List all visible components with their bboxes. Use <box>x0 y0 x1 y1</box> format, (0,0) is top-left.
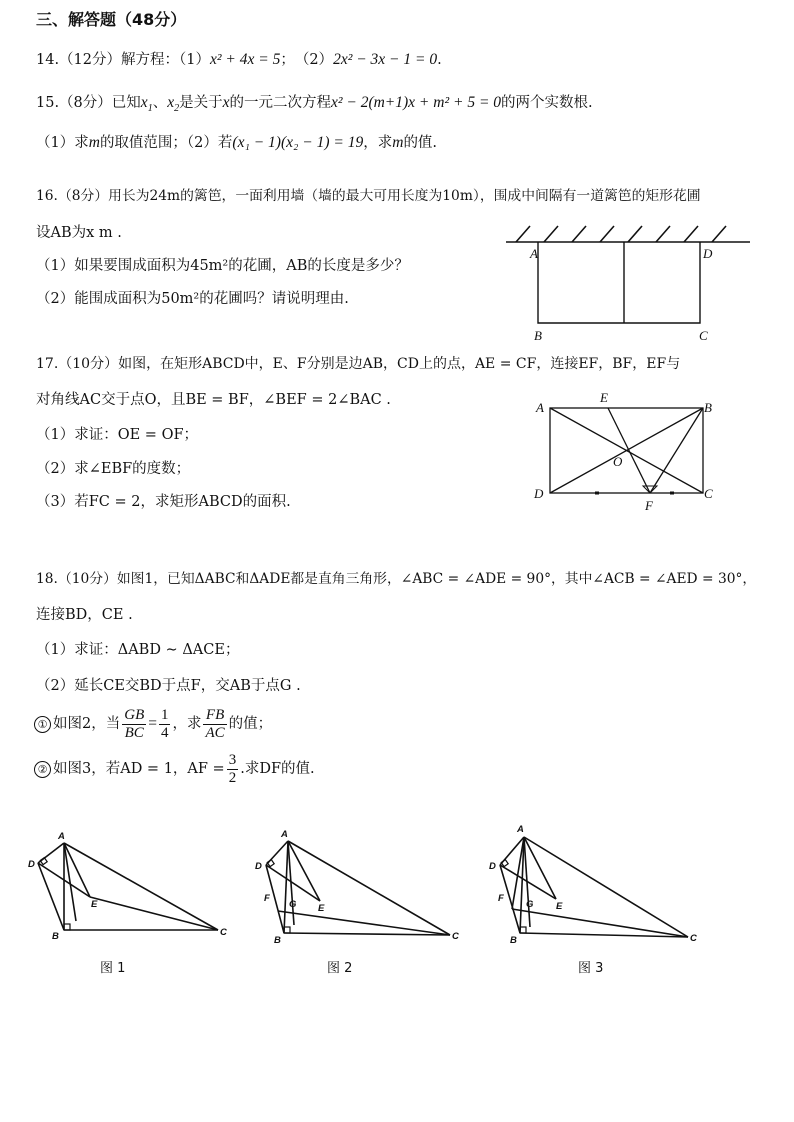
label-C: C <box>704 486 713 501</box>
label-B: B <box>274 935 281 946</box>
fraction-fb-ac: $\frac{FB}{AC}$ <box>205 706 225 741</box>
fraction-one-quarter: $\frac{1}{4}$ <box>160 706 169 741</box>
question-17-line1: 17.（10分）如图，在矩形ABCD中，E、F分别是边AB，CD上的点，AE = CF，连接EF，BF，EF与 <box>36 356 681 372</box>
marker-1: ① <box>34 716 51 733</box>
label-C: C <box>452 931 459 942</box>
label-C: C <box>220 927 227 938</box>
wall-hatching <box>506 226 750 242</box>
var-x2: $x_2$ <box>167 94 180 115</box>
var-x1: $x_1$ <box>140 94 153 115</box>
figure-1 <box>28 815 238 945</box>
label-E: E <box>556 901 563 912</box>
question-17-sub2: （2）求∠EBF的度数； <box>36 461 191 477</box>
label-C: C <box>690 933 697 944</box>
question-18-part2 <box>34 750 315 788</box>
label-F: F <box>498 893 504 904</box>
label-G: G <box>289 899 297 910</box>
label-A: A <box>517 824 524 835</box>
q15-text-c: 是关于 <box>179 95 223 111</box>
q15-sub-a: （1）求 <box>36 135 89 151</box>
label-B: B <box>510 935 517 946</box>
label-A: A <box>58 831 65 842</box>
q15-text-d: 的一元二次方程 <box>229 95 331 111</box>
label-B: B <box>52 931 59 942</box>
label-F: F <box>264 893 270 904</box>
label-F: F <box>645 498 653 513</box>
equals-sign: = <box>148 715 157 732</box>
label-G: G <box>526 899 534 910</box>
q15-condition: (x₁ − 1)(x₂ − 1) = 19 <box>232 134 364 151</box>
caption-figure-2: 图 2 <box>327 961 353 976</box>
q14-end: . <box>437 52 442 68</box>
question-16-sub1: （1）如果要围成面积为45m²的花圃，AB的长度是多少？ <box>36 258 409 274</box>
q16-figure <box>500 220 760 345</box>
label-D: D <box>28 859 35 870</box>
label-E: E <box>318 903 325 914</box>
q14-eq1: x² + 4x = 5 <box>210 51 281 68</box>
label-D: D <box>489 861 496 872</box>
part1-text-c: 的值； <box>228 716 273 732</box>
question-18-sub2: （2）延长CE交BD于点F，交AB于点G . <box>36 678 301 694</box>
q15-sub-b: 的取值范围；（2）若 <box>99 135 233 151</box>
q14-sep: ； （2） <box>280 52 334 68</box>
label-D: D <box>534 486 544 501</box>
var-x: x <box>222 94 230 111</box>
question-16-sub2: （2）能围成面积为50m²的花圃吗？请说明理由. <box>36 291 349 307</box>
q15-sub-d: 的值. <box>403 135 438 151</box>
q14-eq2: 2x² − 3x − 1 = 0 <box>333 51 438 68</box>
question-17-sub1: （1）求证：OE = OF； <box>36 427 199 443</box>
question-18-part1 <box>34 705 272 743</box>
q15-text-e: 的两个实数根. <box>501 95 593 111</box>
question-16-line2: 设AB为x m . <box>36 225 122 241</box>
question-15-line1 <box>36 93 593 119</box>
fence-rectangle <box>538 242 700 323</box>
part1-text-a: 如图2，当 <box>53 716 121 732</box>
figure-2 <box>250 815 465 945</box>
segment-bf <box>650 408 703 493</box>
segment-ef <box>608 408 650 493</box>
label-E: E <box>91 899 98 910</box>
part2-text-a: 如图3，若AD = 1，AF = <box>53 761 225 777</box>
part2-text-b: .求DF的值. <box>240 761 315 777</box>
label-O: O <box>613 454 623 469</box>
label-A: A <box>530 246 538 261</box>
label-D: D <box>255 861 262 872</box>
caption-figure-1: 图 1 <box>100 961 126 976</box>
section-title: 三、解答题（48分） <box>36 10 187 29</box>
figure-3 <box>484 815 704 945</box>
question-18-line1: 18.（10分）如图1，已知ΔABC和ΔADE都是直角三角形，∠ABC = ∠ADE = 90°，其中∠ACB = ∠AED = 30°， <box>36 571 757 587</box>
q15-equation: x² − 2(m+1)x + m² + 5 = 0 <box>330 94 502 111</box>
fraction-three-halves: $\frac{3}{2}$ <box>228 751 237 786</box>
question-16-line1: 16.（8分）用长为24m的篱笆，一面利用墙（墙的最大可用长度为10m），围成中间隔有一道篱笆的矩形花圃 <box>36 188 701 204</box>
label-B: B <box>534 328 542 343</box>
question-17-line2: 对角线AC交于点O，且BE = BF，∠BEF = 2∠BAC . <box>36 392 391 408</box>
label-B: B <box>704 400 712 415</box>
q17-figure <box>530 390 730 518</box>
caption-figure-3: 图 3 <box>578 961 604 976</box>
q14-head: 14.（12分）解方程：（1） <box>36 52 210 68</box>
label-E: E <box>600 390 608 405</box>
question-18-line2: 连接BD，CE . <box>36 607 133 623</box>
var-m: m <box>88 134 100 151</box>
label-A: A <box>536 400 544 415</box>
question-15-line2 <box>36 133 437 153</box>
question-17-sub3: （3）若FC = 2，求矩形ABCD的面积. <box>36 494 291 510</box>
q15-text-b: 、 <box>152 95 168 111</box>
marker-2: ② <box>34 761 51 778</box>
question-18-sub1: （1）求证：ΔABD ∼ ΔACE； <box>36 642 240 658</box>
var-m-2: m <box>392 134 404 151</box>
label-A: A <box>281 829 288 840</box>
q15-text-a: 15.（8分）已知 <box>36 95 141 111</box>
label-C: C <box>699 328 708 343</box>
q15-sub-c: ，求 <box>363 135 393 151</box>
part1-text-b: ，求 <box>172 716 202 732</box>
question-14 <box>36 50 442 70</box>
fraction-gb-bc: $\frac{GB}{BC}$ <box>124 706 145 741</box>
label-D: D <box>703 246 713 261</box>
